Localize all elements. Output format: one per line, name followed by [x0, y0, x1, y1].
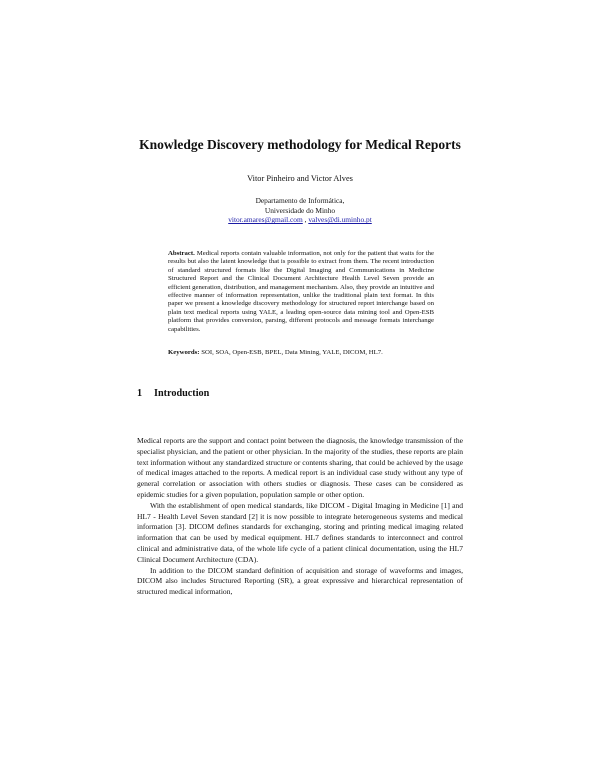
section-title: Introduction	[154, 388, 210, 399]
affiliation-university: Universidade do Minho	[264, 205, 336, 215]
keywords-text: SOI, SOA, Open-ESB, BPEL, Data Mining, YALE, DICOM, HL7.	[201, 349, 383, 356]
paper-authors: Vitor Pinheiro and Victor Alves	[247, 174, 353, 183]
body-text	[137, 436, 463, 598]
email-link-2[interactable]: valves@di.uminho.pt	[308, 215, 372, 225]
abstract-label: Abstract.	[168, 250, 195, 257]
keywords-label: Keywords:	[168, 349, 200, 356]
section-number: 1	[137, 388, 143, 399]
email-separator: ,	[302, 215, 309, 225]
abstract-text: Medical reports contain valuable information, not only for the patient that waits for the results but also the latent knowledge that is possible to extract from them. The recent introduction of standard structured formats like the Digital Imaging and Communications in Medicine Structured Report and the Clinical Document Architecture Health Level Seven provide an efficient generation, distribution, and management mechanism. Also, they provide an intuitive and effective manner of information representation, unlike the traditional plain text format. In this paper we present a knowledge discovery methodology for structured report interchange based on plain text medical reports using YALE, a leading open-source data mining tool and Open-ESB platform that provides conversion, parsing, different protocols and message formats interchange capabilities.	[168, 250, 434, 333]
paragraph: In addition to the DICOM standard definition of acquisition and storage of waveforms and images, DICOM also includes Structured Reporting (SR), a great expressive and hierarchical representation of structured medical information,	[137, 565, 463, 597]
affiliation-emails	[0, 215, 600, 225]
section-heading	[137, 388, 209, 399]
affiliation-department: Departamento de Informática,	[255, 196, 345, 205]
abstract	[168, 250, 434, 334]
keywords	[168, 349, 434, 357]
paper-title: Knowledge Discovery methodology for Medical Reports	[139, 137, 461, 152]
author-affiliation	[0, 196, 600, 225]
paragraph: With the establishment of open medical standards, like DICOM - Digital Imaging in Medicine [1] and HL7 - Health Level Seven standard [2] it is now possible to integrate heterogeneous systems and medical information [3]. DICOM defines standards for exchanging, storing and printing medical imaging related information that can be used by medical equipment. HL7 defines standards to interconnect and control clinical and administrative data, of the whole life cycle of a patient clinical documentation, using the HL7 Clinical Document Architecture (CDA).	[137, 500, 463, 564]
email-link-1[interactable]: vitor.amares@gmail.com	[228, 215, 303, 225]
paragraph: Medical reports are the support and contact point between the diagnosis, the knowledge transmission of the specialist physician, and the patient or other physician. In the majority of the studies, these reports are plain text information without any standardized structure or contents sharing, that could be achieved by the usage of medical images attached to the reports. A medical report is an individual case study without any type of general correlation or association with others studies or diagnosis. These cases can be considered as epidemic studies for a given population, population sample or other option.	[137, 436, 463, 499]
